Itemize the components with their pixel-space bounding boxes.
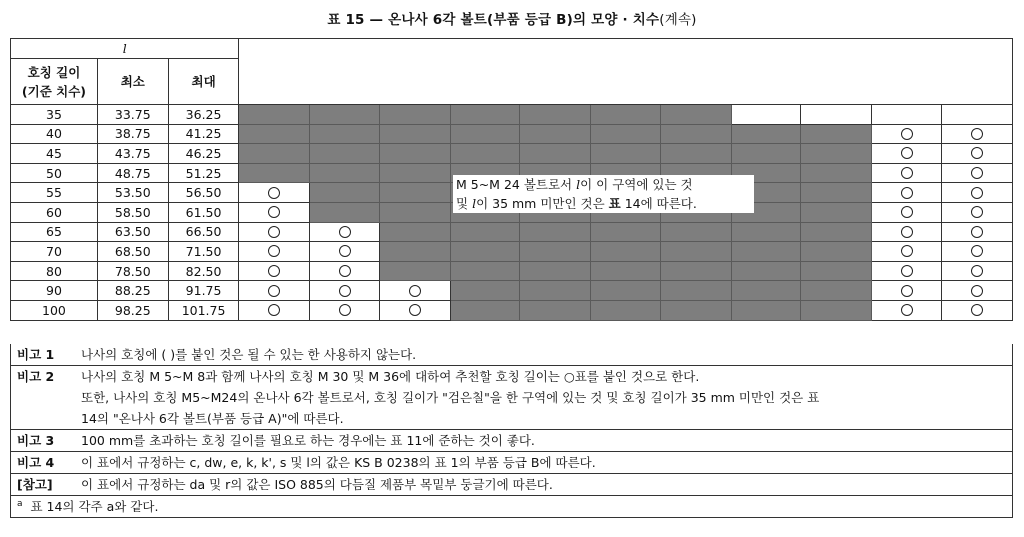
shaded-cell xyxy=(660,300,731,320)
shaded-cell xyxy=(801,261,872,281)
circle-icon xyxy=(901,187,913,199)
circle-icon xyxy=(971,147,983,159)
circle-icon xyxy=(268,206,280,218)
table-title xyxy=(0,8,1024,28)
recommended-cell xyxy=(872,261,942,281)
circle-icon xyxy=(971,128,983,140)
header-max: 최대 xyxy=(168,59,239,105)
cell-max: 71.50 xyxy=(168,242,239,262)
table-row xyxy=(11,222,1013,242)
circle-icon xyxy=(339,226,351,238)
recommended-cell xyxy=(239,281,310,301)
shaded-cell xyxy=(310,124,380,144)
header-blank xyxy=(239,39,1013,105)
remark-2-line-3: 14의 "온나사 6각 볼트(부품 등급 A)"에 따른다. xyxy=(81,411,344,426)
cell-nominal: 50 xyxy=(11,163,98,183)
cell-nominal: 90 xyxy=(11,281,98,301)
recommended-cell xyxy=(310,242,380,262)
shaded-cell xyxy=(450,300,520,320)
cell-min: 53.50 xyxy=(97,183,168,203)
shaded-cell xyxy=(450,242,520,262)
shaded-cell xyxy=(591,281,661,301)
shaded-cell xyxy=(801,202,872,222)
shaded-cell xyxy=(731,261,801,281)
recommended-cell xyxy=(872,242,942,262)
shaded-cell xyxy=(591,242,661,262)
circle-icon xyxy=(268,304,280,316)
shaded-cell xyxy=(379,202,450,222)
circle-icon xyxy=(971,304,983,316)
shaded-cell xyxy=(801,144,872,164)
shaded-cell xyxy=(520,242,591,262)
cell-min: 48.75 xyxy=(97,163,168,183)
cell-nominal: 35 xyxy=(11,105,98,125)
remark-4-label: 비고 4 xyxy=(17,455,55,470)
shaded-cell xyxy=(520,144,591,164)
cell-max: 36.25 xyxy=(168,105,239,125)
table-row xyxy=(11,105,1013,125)
cell-min: 33.75 xyxy=(97,105,168,125)
empty-cell xyxy=(801,105,872,125)
shaded-cell xyxy=(520,105,591,125)
shaded-cell xyxy=(310,163,380,183)
shaded-cell xyxy=(379,183,450,203)
reference-text: 이 표에서 규정하는 da 및 r의 값은 ISO 885의 다듬질 제품부 목밑부 둥글기에 따른다. xyxy=(81,477,553,492)
shaded-cell xyxy=(450,281,520,301)
cell-nominal: 70 xyxy=(11,242,98,262)
title-main: 표 15 — 온나사 6각 볼트(부품 등급 B)의 모양 · 치수 xyxy=(327,12,660,28)
circle-icon xyxy=(409,304,421,316)
shaded-cell xyxy=(731,300,801,320)
shaded-cell xyxy=(239,105,310,125)
shaded-cell xyxy=(591,261,661,281)
recommended-cell xyxy=(872,202,942,222)
cell-max: 56.50 xyxy=(168,183,239,203)
circle-icon xyxy=(268,245,280,257)
recommended-cell xyxy=(872,222,942,242)
footnote-text: 표 14의 각주 a와 같다. xyxy=(30,499,159,514)
note-line-2: 및 l이 35 mm 미만인 것은 표 14에 따른다. xyxy=(456,196,697,211)
recommended-cell xyxy=(941,144,1012,164)
recommended-cell xyxy=(872,144,942,164)
circle-icon xyxy=(268,226,280,238)
recommended-cell xyxy=(310,300,380,320)
cell-nominal: 80 xyxy=(11,261,98,281)
circle-icon xyxy=(971,245,983,257)
cell-min: 68.50 xyxy=(97,242,168,262)
note-line-1: M 5~M 24 볼트로서 l이 이 구역에 있는 것 xyxy=(456,177,693,192)
shaded-cell xyxy=(660,281,731,301)
cell-nominal: 100 xyxy=(11,300,98,320)
recommended-cell xyxy=(239,183,310,203)
empty-cell xyxy=(941,105,1012,125)
shaded-cell xyxy=(520,281,591,301)
circle-icon xyxy=(971,226,983,238)
cell-max: 66.50 xyxy=(168,222,239,242)
recommended-cell xyxy=(941,222,1012,242)
remark-2-line-1: 나사의 호칭 M 5~M 8과 함께 나사의 호칭 M 30 및 M 36에 대하여 추천할 호칭 길이는 ○표를 붙인 것으로 한다. xyxy=(81,369,700,384)
cell-min: 58.50 xyxy=(97,202,168,222)
circle-icon xyxy=(901,226,913,238)
shaded-cell xyxy=(379,124,450,144)
cell-min: 88.25 xyxy=(97,281,168,301)
shaded-cell xyxy=(239,124,310,144)
recommended-cell xyxy=(941,281,1012,301)
remark-4 xyxy=(11,452,1012,474)
cell-nominal: 40 xyxy=(11,124,98,144)
circle-icon xyxy=(971,285,983,297)
table-row xyxy=(11,281,1013,301)
shaded-cell xyxy=(801,183,872,203)
recommended-cell xyxy=(941,124,1012,144)
circle-icon xyxy=(901,147,913,159)
remark-3 xyxy=(11,430,1012,452)
recommended-cell xyxy=(872,300,942,320)
circle-icon xyxy=(339,245,351,257)
shaded-cell xyxy=(731,242,801,262)
table-row xyxy=(11,144,1013,164)
shaded-cell xyxy=(591,124,661,144)
shaded-cell xyxy=(801,281,872,301)
recommended-cell xyxy=(872,281,942,301)
remark-3-text: 100 mm를 초과하는 호칭 길이를 필요로 하는 경우에는 표 11에 준하는 것이 좋다. xyxy=(81,433,535,448)
title-continued: (계속) xyxy=(659,12,697,28)
remark-2-line-2: 또한, 나사의 호칭 M5~M24의 온나사 6각 볼트로서, 호칭 길이가 "검은칠"을 한 구역에 있는 것 및 호칭 길이가 35 mm 미만인 것은 표 xyxy=(81,390,820,405)
table-row xyxy=(11,261,1013,281)
shaded-cell xyxy=(731,281,801,301)
header-nominal-length: 호칭 길이 (기준 치수) xyxy=(11,59,98,105)
cell-min: 78.50 xyxy=(97,261,168,281)
shaded-cell xyxy=(450,105,520,125)
shaded-cell xyxy=(310,202,380,222)
cell-nominal: 60 xyxy=(11,202,98,222)
shaded-cell xyxy=(379,222,450,242)
shaded-cell xyxy=(591,222,661,242)
circle-icon xyxy=(268,285,280,297)
recommended-cell xyxy=(872,183,942,203)
shaded-cell xyxy=(520,124,591,144)
recommended-cell xyxy=(941,261,1012,281)
reference-label: [참고] xyxy=(17,477,53,492)
footnote-mark: a xyxy=(17,498,23,509)
shaded-cell xyxy=(450,261,520,281)
cell-min: 98.25 xyxy=(97,300,168,320)
recommended-cell xyxy=(941,300,1012,320)
circle-icon xyxy=(339,265,351,277)
shaded-cell xyxy=(731,144,801,164)
recommended-cell xyxy=(872,124,942,144)
shaded-cell xyxy=(660,242,731,262)
shaded-cell xyxy=(379,163,450,183)
shaded-cell xyxy=(379,144,450,164)
shaded-cell xyxy=(801,300,872,320)
shaded-cell xyxy=(660,144,731,164)
circle-icon xyxy=(971,167,983,179)
circle-icon xyxy=(901,285,913,297)
circle-icon xyxy=(339,285,351,297)
recommended-cell xyxy=(239,202,310,222)
circle-icon xyxy=(901,245,913,257)
shaded-cell xyxy=(591,144,661,164)
header-l: l xyxy=(11,39,239,59)
cell-nominal: 45 xyxy=(11,144,98,164)
recommended-cell xyxy=(310,222,380,242)
cell-max: 41.25 xyxy=(168,124,239,144)
cell-min: 43.75 xyxy=(97,144,168,164)
shaded-cell xyxy=(660,261,731,281)
cell-nominal: 65 xyxy=(11,222,98,242)
circle-icon xyxy=(901,265,913,277)
remark-1 xyxy=(11,344,1012,366)
table-row xyxy=(11,300,1013,320)
recommended-cell xyxy=(872,163,942,183)
remark-4-text: 이 표에서 규정하는 c, dw, e, k, k', s 및 l의 값은 KS B 0238의 표 1의 부품 등급 B에 따른다. xyxy=(81,455,596,470)
shaded-cell xyxy=(591,105,661,125)
shaded-cell xyxy=(520,300,591,320)
circle-icon xyxy=(268,265,280,277)
shaded-cell xyxy=(520,261,591,281)
remark-1-text: 나사의 호칭에 ( )를 붙인 것은 될 수 있는 한 사용하지 않는다. xyxy=(81,347,417,362)
remark-1-label: 비고 1 xyxy=(17,347,55,362)
circle-icon xyxy=(409,285,421,297)
cell-min: 38.75 xyxy=(97,124,168,144)
remarks-block xyxy=(10,344,1013,518)
circle-icon xyxy=(339,304,351,316)
shaded-cell xyxy=(310,105,380,125)
shaded-cell xyxy=(379,105,450,125)
recommended-cell xyxy=(239,222,310,242)
cell-min: 63.50 xyxy=(97,222,168,242)
recommended-cell xyxy=(941,202,1012,222)
shaded-cell xyxy=(310,144,380,164)
remark-2-label: 비고 2 xyxy=(17,369,55,384)
cell-max: 46.25 xyxy=(168,144,239,164)
table-row xyxy=(11,242,1013,262)
empty-cell xyxy=(731,105,801,125)
shaded-cell xyxy=(239,163,310,183)
recommended-cell xyxy=(310,261,380,281)
circle-icon xyxy=(971,265,983,277)
shaded-cell xyxy=(660,124,731,144)
circle-icon xyxy=(901,206,913,218)
remark-2 xyxy=(11,366,1012,430)
shaded-cell xyxy=(801,163,872,183)
table-row xyxy=(11,124,1013,144)
cell-max: 91.75 xyxy=(168,281,239,301)
recommended-cell xyxy=(941,163,1012,183)
shaded-cell xyxy=(239,144,310,164)
recommended-cell xyxy=(941,183,1012,203)
shaded-cell xyxy=(450,124,520,144)
shaded-cell xyxy=(731,222,801,242)
recommended-cell xyxy=(239,300,310,320)
shaded-cell xyxy=(660,105,731,125)
recommended-cell xyxy=(941,242,1012,262)
header-min: 최소 xyxy=(97,59,168,105)
recommended-cell xyxy=(239,242,310,262)
recommended-cell xyxy=(239,261,310,281)
shaded-cell xyxy=(310,183,380,203)
empty-cell xyxy=(872,105,942,125)
shaded-cell xyxy=(379,242,450,262)
recommended-cell xyxy=(310,281,380,301)
footnote-a xyxy=(11,496,1012,517)
circle-icon xyxy=(971,187,983,199)
shaded-cell xyxy=(450,222,520,242)
shaded-cell xyxy=(520,222,591,242)
remark-3-label: 비고 3 xyxy=(17,433,55,448)
circle-icon xyxy=(971,206,983,218)
cell-nominal: 55 xyxy=(11,183,98,203)
circle-icon xyxy=(901,167,913,179)
cell-max: 101.75 xyxy=(168,300,239,320)
recommended-cell xyxy=(379,281,450,301)
shaded-cell xyxy=(731,124,801,144)
reference-note xyxy=(11,474,1012,496)
shaded-cell xyxy=(450,144,520,164)
circle-icon xyxy=(901,304,913,316)
grey-zone-note xyxy=(453,175,754,213)
cell-max: 51.25 xyxy=(168,163,239,183)
cell-max: 61.50 xyxy=(168,202,239,222)
shaded-cell xyxy=(801,242,872,262)
circle-icon xyxy=(268,187,280,199)
shaded-cell xyxy=(591,300,661,320)
shaded-cell xyxy=(379,261,450,281)
shaded-cell xyxy=(801,222,872,242)
cell-max: 82.50 xyxy=(168,261,239,281)
recommended-cell xyxy=(379,300,450,320)
circle-icon xyxy=(901,128,913,140)
shaded-cell xyxy=(660,222,731,242)
shaded-cell xyxy=(801,124,872,144)
